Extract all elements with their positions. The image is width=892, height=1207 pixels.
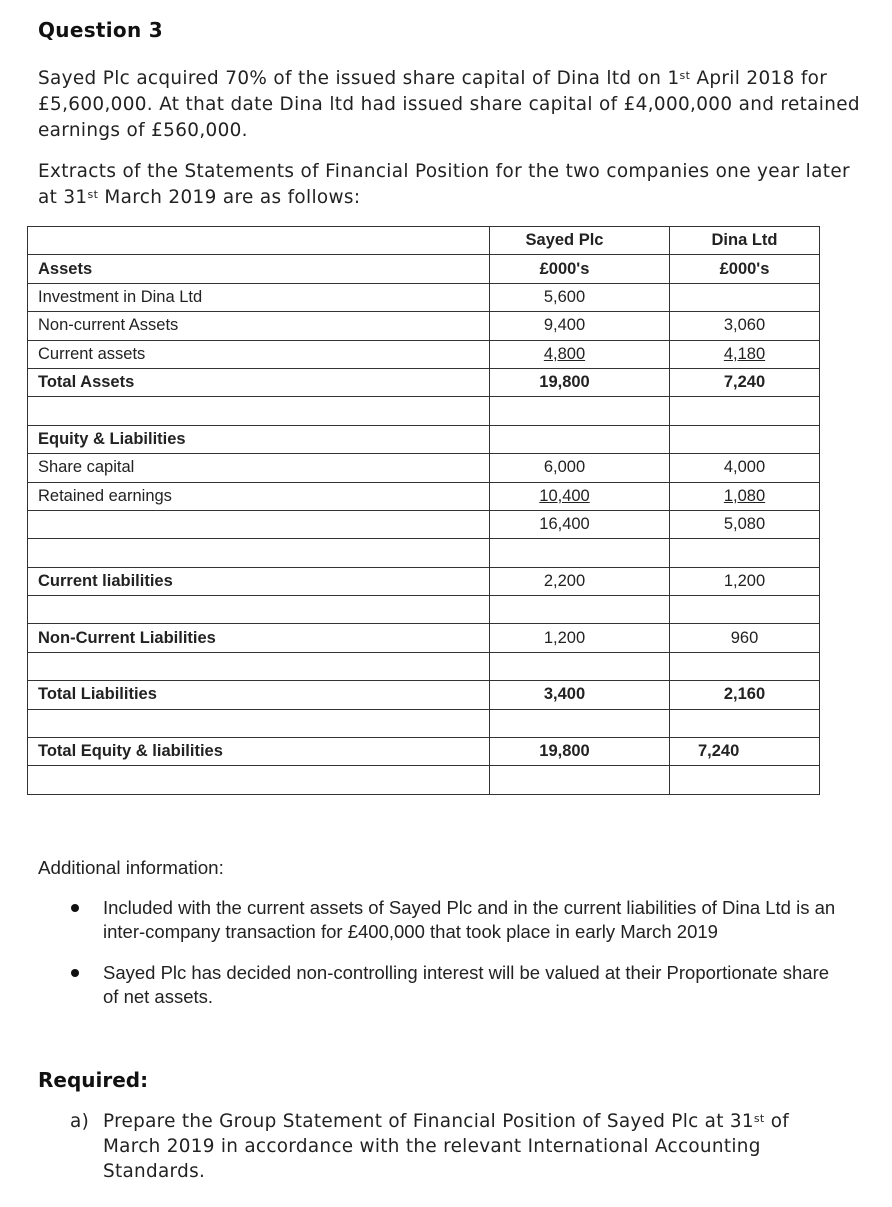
dina-value (670, 255, 820, 283)
table-row (28, 425, 820, 453)
dina-value (670, 738, 820, 766)
row-label (28, 340, 490, 368)
sayed-value (490, 738, 670, 766)
table-row (28, 539, 820, 567)
sayed-value (490, 255, 670, 283)
table-row (28, 709, 820, 737)
row-label (28, 368, 490, 396)
row-label (28, 539, 490, 567)
row-label (28, 283, 490, 311)
bullet-text: Included with the current assets of Sayed Plc and in the current liabilities of Dina Ltd is an inter-company transaction for £400,000 that took place in early March 2019 (103, 897, 836, 942)
cell-text: Equity & Liabilities (38, 429, 186, 448)
cell-text: Sayed Plc (525, 231, 604, 250)
additional-info-heading: Additional information: (38, 857, 224, 878)
ordinal-suffix: st (87, 188, 99, 201)
row-label (28, 681, 490, 709)
cell-text: 960 (730, 628, 759, 647)
required-text: of March 2019 in accordance with the relevant International Accounting Standards. (103, 1111, 790, 1182)
cell-text: Current assets (38, 344, 146, 363)
dina-value (670, 624, 820, 652)
dina-value (670, 681, 820, 709)
list-item (38, 961, 838, 1008)
cell-text: 5,600 (543, 287, 586, 306)
cell-text: £000's (539, 259, 590, 278)
cell-text: 3,060 (723, 316, 766, 335)
table-row (28, 596, 820, 624)
table-row (28, 510, 820, 538)
dina-value (670, 709, 820, 737)
required-item (70, 1109, 850, 1184)
financial-position-table (27, 226, 820, 795)
dina-value (670, 539, 820, 567)
cell-text: 4,000 (723, 458, 766, 477)
sayed-value (490, 510, 670, 538)
cell-text: 19,800 (539, 742, 590, 761)
sayed-value (490, 425, 670, 453)
row-label (28, 624, 490, 652)
dina-value (670, 312, 820, 340)
sayed-value (490, 681, 670, 709)
cell-text: 1,200 (723, 571, 766, 590)
item-label: a) (70, 1111, 90, 1132)
sayed-value (490, 539, 670, 567)
cell-text: 4,800 (543, 344, 586, 363)
table-row (28, 227, 820, 255)
sayed-value (490, 624, 670, 652)
row-label (28, 766, 490, 794)
cell-text: 1,200 (543, 628, 586, 647)
item-text (70, 1109, 850, 1184)
required-heading: Required: (38, 1068, 149, 1092)
table-row (28, 567, 820, 595)
cell-text: Share capital (38, 458, 135, 477)
additional-info-list (38, 896, 838, 1026)
sayed-value (490, 567, 670, 595)
cell-text: 10,400 (539, 486, 590, 505)
dina-value (670, 283, 820, 311)
cell-text: Investment in Dina Ltd (38, 287, 203, 306)
dina-value (670, 340, 820, 368)
cell-text: 2,200 (543, 571, 586, 590)
cell-text: 7,240 (698, 742, 740, 761)
bullet-icon (71, 969, 79, 977)
sayed-value (490, 454, 670, 482)
table-row (28, 312, 820, 340)
cell-text: 3,400 (543, 685, 586, 704)
cell-text: 6,000 (543, 458, 586, 477)
ordinal-suffix: st (753, 1112, 765, 1125)
table-row (28, 368, 820, 396)
sayed-value (490, 482, 670, 510)
cell-text: Total Assets (38, 373, 135, 392)
dina-value (670, 454, 820, 482)
cell-text: Retained earnings (38, 486, 172, 505)
sayed-value (490, 652, 670, 680)
dina-value (670, 596, 820, 624)
cell-text: 16,400 (539, 515, 590, 534)
table-row (28, 255, 820, 283)
intro-paragraph-1 (38, 66, 868, 144)
table-row (28, 624, 820, 652)
cell-text: Current liabilities (38, 571, 173, 590)
table-row (28, 482, 820, 510)
cell-text: 9,400 (543, 316, 586, 335)
cell-text: 4,180 (723, 344, 766, 363)
table-row (28, 738, 820, 766)
row-label (28, 482, 490, 510)
cell-text: 1,080 (723, 486, 766, 505)
dina-value (670, 766, 820, 794)
table-row (28, 454, 820, 482)
sayed-value (490, 312, 670, 340)
cell-text: Total Liabilities (38, 685, 157, 704)
cell-text: £000's (719, 259, 770, 278)
intro-text: April 2018 for £5,600,000. At that date Dina ltd had issued share capital of £4,000,000 and retained earnings of £560,000. (38, 68, 860, 141)
cell-text: 19,800 (539, 373, 590, 392)
intro-text: March 2019 are as follows: (98, 187, 361, 208)
row-label (28, 652, 490, 680)
dina-value (670, 425, 820, 453)
row-label (28, 596, 490, 624)
table-row (28, 766, 820, 794)
row-label (28, 709, 490, 737)
sayed-value (490, 596, 670, 624)
cell-text: Non-Current Liabilities (38, 628, 216, 647)
sayed-value (490, 340, 670, 368)
table-row (28, 283, 820, 311)
dina-value (670, 652, 820, 680)
sayed-value (490, 397, 670, 425)
row-label (28, 567, 490, 595)
row-label (28, 397, 490, 425)
table-row (28, 652, 820, 680)
sayed-value (490, 766, 670, 794)
question-title: Question 3 (38, 18, 163, 42)
table-row (28, 681, 820, 709)
row-label (28, 510, 490, 538)
dina-value (670, 397, 820, 425)
table-row (28, 340, 820, 368)
intro-text: Extracts of the Statements of Financial Position for the two companies one year later at 31 (38, 161, 850, 208)
sayed-value (490, 283, 670, 311)
cell-text: Non-current Assets (38, 316, 179, 335)
intro-paragraph-2 (38, 159, 868, 211)
row-label (28, 425, 490, 453)
cell-text: Dina Ltd (711, 231, 778, 250)
cell-text: Total Equity & liabilities (38, 742, 223, 761)
ordinal-suffix: st (679, 69, 691, 82)
cell-text: 2,160 (723, 685, 766, 704)
row-label (28, 454, 490, 482)
required-text: Prepare the Group Statement of Financial Position of Sayed Plc at 31 (103, 1111, 754, 1132)
dina-value (670, 227, 820, 255)
cell-text: Assets (38, 259, 93, 278)
cell-text: 7,240 (723, 373, 766, 392)
bullet-icon (71, 904, 79, 912)
sayed-value (490, 368, 670, 396)
row-label (28, 255, 490, 283)
intro-text: Sayed Plc acquired 70% of the issued share capital of Dina ltd on 1 (38, 68, 680, 89)
dina-value (670, 482, 820, 510)
dina-value (670, 567, 820, 595)
dina-value (670, 510, 820, 538)
cell-text: 5,080 (723, 515, 766, 534)
sayed-value (490, 227, 670, 255)
row-label (28, 227, 490, 255)
list-item (38, 896, 838, 943)
bullet-text: Sayed Plc has decided non-controlling interest will be valued at their Proportionate share of net assets. (103, 962, 830, 1007)
dina-value (670, 368, 820, 396)
row-label (28, 738, 490, 766)
sayed-value (490, 709, 670, 737)
row-label (28, 312, 490, 340)
table-row (28, 397, 820, 425)
